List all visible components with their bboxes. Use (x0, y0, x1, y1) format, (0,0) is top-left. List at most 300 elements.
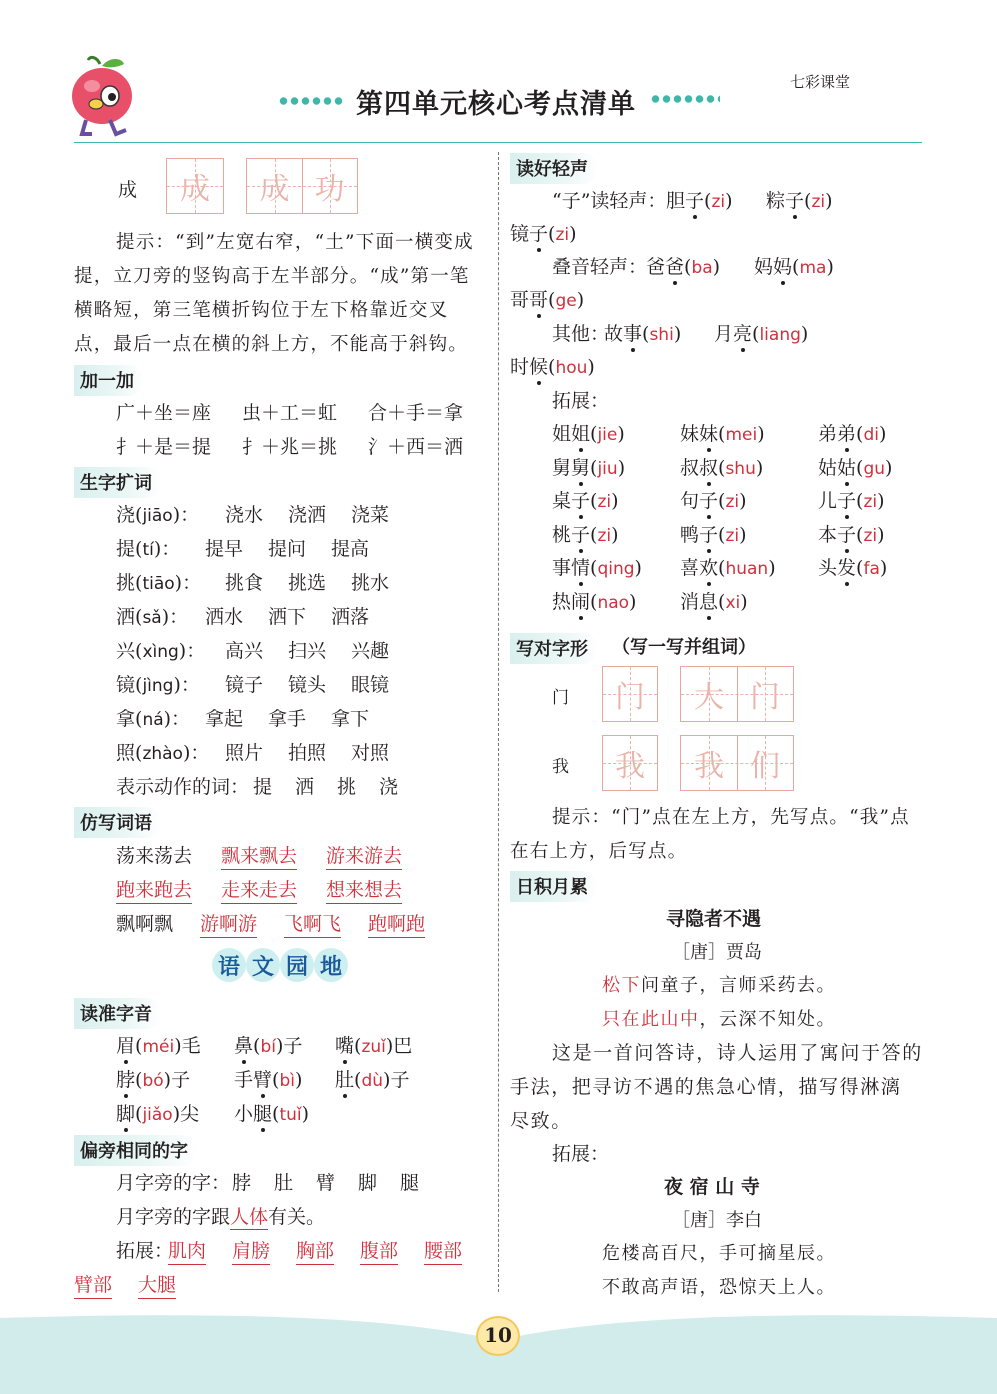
light-char-dotted: 情 (571, 557, 591, 579)
light-char-dotted: 子 (571, 523, 591, 546)
expand-row (116, 602, 188, 629)
light-pinyin: zi (597, 525, 612, 546)
expand-word: 洒下 (268, 606, 307, 628)
expand-pinyin: tí (142, 540, 154, 560)
light-paren: ) (634, 557, 642, 579)
expand-paren: ( (135, 674, 143, 696)
light-paren: ) (576, 289, 585, 311)
read-paren: ( (272, 1069, 280, 1091)
light-word (818, 419, 886, 446)
poem2-title: 夜 宿 山 寺 (664, 1176, 760, 1198)
poem2-line2: 不敢高声语，恐惊天上人。 (602, 1277, 836, 1298)
expand-word: 拿手 (268, 708, 307, 730)
expand-pinyin: xìng (142, 642, 179, 662)
form-char-wo: 我 (552, 757, 569, 777)
light-pinyin: jiu (597, 458, 618, 479)
light-char: 热 (552, 590, 572, 613)
light-paren: ) (800, 323, 809, 345)
light-paren: ) (740, 590, 748, 613)
light-char: 桃 (552, 523, 572, 546)
expand-word: 浇水 (225, 504, 264, 526)
light-word (666, 186, 733, 213)
title-dots-right (650, 94, 720, 104)
read-paren: ) (383, 1069, 391, 1091)
light-word (510, 352, 595, 379)
light-paren: ) (768, 557, 776, 579)
expand-paren: )： (161, 606, 189, 628)
light-paren: ) (587, 356, 595, 378)
write-box-single: 成 (166, 158, 224, 214)
expand-char: 挑 (116, 572, 136, 594)
light-pinyin: ma (799, 258, 827, 278)
light-word (754, 252, 834, 279)
light-char-dotted: 息 (699, 590, 719, 613)
light-paren: ) (629, 590, 637, 613)
read-pinyin: zuǐ (361, 1037, 386, 1057)
light-paren: ) (673, 323, 682, 345)
light-paren: ( (590, 490, 598, 512)
light-word (552, 587, 636, 614)
read-char: 眉 (116, 1035, 136, 1057)
expand-char: 镜 (116, 674, 136, 696)
accum-ext-label: 拓展： (552, 1143, 610, 1165)
expand-word: 眼镜 (351, 674, 390, 696)
light-char: 叔 (680, 456, 700, 479)
light-char-dotted: 子 (785, 190, 805, 212)
light-char-dotted: 哥 (529, 289, 549, 311)
light-word (766, 186, 833, 213)
read-paren: ( (272, 1103, 280, 1125)
page-title: 第四单元核心考点清单 (356, 89, 636, 120)
light-paren: ( (752, 323, 760, 345)
read-paren: ( (354, 1069, 362, 1091)
expand-char: 照 (116, 742, 136, 764)
expand-paren: )： (153, 538, 181, 560)
expand-word: 拿起 (205, 708, 244, 730)
expand-pinyin: ná (142, 710, 164, 730)
expand-paren: )： (172, 504, 200, 526)
light-pinyin: zi (725, 525, 740, 546)
light-char-dotted: 妹 (699, 423, 719, 445)
light-word (680, 419, 765, 446)
read-pinyin: bì (279, 1071, 295, 1091)
light-paren: ( (804, 190, 812, 212)
light-char-dotted: 爸 (665, 256, 685, 278)
read-pinyin: bó (142, 1071, 164, 1091)
light-char: 鸭 (680, 523, 700, 546)
read-item (116, 1099, 199, 1126)
expand-word: 提高 (331, 538, 370, 560)
light-paren: ) (739, 523, 747, 546)
light-pinyin: zi (725, 492, 740, 512)
light-paren: ( (718, 523, 726, 546)
section-imitate: 仿写词语 (74, 807, 162, 838)
read-paren: ) (172, 1103, 181, 1125)
light-paren: ( (590, 523, 598, 546)
form-box-men-double: 大 门 (680, 666, 794, 722)
light-char: 儿 (818, 490, 838, 512)
light-pinyin: zi (711, 192, 726, 212)
light-char: 胆 (666, 190, 686, 212)
write-char: 成 (118, 179, 138, 201)
section-radical: 偏旁相同的字 (74, 1135, 198, 1166)
expand-pinyin: sǎ (142, 608, 162, 628)
read-char: 脚 (116, 1103, 136, 1125)
read-paren: ) (163, 1069, 172, 1091)
expand-word: 挑食 (225, 572, 264, 594)
read-item (234, 1065, 302, 1092)
light-pinyin: ba (691, 258, 713, 278)
light-char-dotted: 子 (699, 523, 719, 546)
light-pinyin: shi (649, 325, 674, 345)
light-ext-label: 拓展： (552, 390, 610, 412)
light-char: 舅 (552, 456, 572, 479)
light-paren: ) (825, 190, 833, 212)
light-word (680, 587, 748, 614)
expand-word: 洒落 (331, 606, 370, 628)
poem1-title: 寻隐者不遇 (666, 908, 762, 930)
light-char-dotted: 子 (837, 523, 857, 546)
expand-word: 拿下 (331, 708, 370, 730)
brand-label: 七彩课堂 (790, 73, 851, 91)
expand-paren: ( (135, 572, 143, 594)
light-word (818, 553, 887, 580)
light-pinyin: qing (597, 559, 635, 579)
light-paren: ) (617, 423, 625, 445)
read-item (335, 1065, 409, 1092)
light-pinyin: shu (725, 458, 756, 479)
light-paren: ( (856, 456, 864, 479)
light-pinyin: liang (759, 325, 801, 345)
light-word (818, 520, 885, 547)
read-item (116, 1031, 201, 1058)
light-char-dotted: 子 (571, 490, 591, 512)
light-pinyin: zi (555, 225, 570, 245)
light-char-dotted: 事 (623, 323, 643, 345)
light-paren: ) (755, 456, 764, 479)
expand-paren: ( (135, 504, 143, 526)
light-word (510, 285, 584, 312)
poem2-line1: 危楼高百尺，手可摘星辰。 (602, 1243, 836, 1264)
expand-paren: ( (135, 742, 143, 764)
garden-banner: 语 文 园 地 (212, 946, 348, 982)
expand-paren: ( (135, 606, 143, 628)
read-item (335, 1031, 412, 1058)
read-paren: ) (385, 1035, 394, 1057)
light-char-dotted: 子 (837, 490, 857, 512)
read-pinyin: bí (260, 1037, 276, 1057)
light-paren: ( (590, 590, 598, 613)
light-char: 头 (818, 557, 838, 579)
expand-word: 挑选 (288, 572, 327, 594)
read-pinyin: tuǐ (279, 1105, 302, 1125)
light-pinyin: zi (863, 492, 878, 512)
light-char-dotted: 亮 (733, 323, 753, 345)
read-pinyin: dù (361, 1071, 384, 1091)
expand-word: 挑水 (351, 572, 390, 594)
expand-word: 高兴 (225, 640, 264, 662)
read-paren: ( (135, 1035, 143, 1057)
page-number: 10 (484, 1323, 512, 1347)
light-word (510, 219, 577, 246)
light-pinyin: huan (725, 559, 769, 579)
light-paren: ( (856, 423, 864, 445)
light-paren: ( (548, 289, 556, 311)
read-paren: ( (354, 1035, 362, 1057)
light-paren: ) (877, 523, 885, 546)
column-divider (498, 152, 499, 1292)
light-char-dotted: 子 (529, 223, 549, 245)
expand-pinyin: jìng (142, 676, 174, 696)
light-paren: ( (718, 456, 726, 479)
light-char: 粽 (766, 190, 786, 212)
expand-char: 提 (116, 538, 136, 560)
light-char-dotted: 候 (529, 356, 549, 378)
light-paren: ) (617, 456, 626, 479)
read-suffix: 尖 (180, 1103, 200, 1125)
expand-word: 洒水 (205, 606, 244, 628)
light-paren: ) (826, 256, 834, 278)
light-paren: ) (569, 223, 577, 245)
light-paren: ( (856, 557, 864, 579)
light-paren: ( (718, 557, 726, 579)
light-char: 哥 (510, 289, 530, 311)
light-paren: ( (718, 423, 726, 445)
light-pinyin: mei (725, 425, 758, 445)
section-read: 读准字音 (74, 998, 162, 1029)
expand-word: 提问 (268, 538, 307, 560)
expand-row (116, 738, 209, 765)
expand-char: 浇 (116, 504, 136, 526)
light-label: 其他： (552, 323, 610, 345)
light-char: 事 (552, 557, 572, 579)
light-paren: ) (712, 256, 721, 278)
light-word (818, 453, 892, 480)
light-paren: ) (879, 557, 888, 579)
light-word (680, 486, 747, 513)
light-char: 故 (604, 323, 624, 345)
light-word (552, 486, 619, 513)
expand-paren: )： (163, 708, 191, 730)
light-label: 叠音轻声： (552, 256, 648, 278)
read-paren: ( (135, 1103, 143, 1125)
light-char-dotted: 舅 (571, 456, 591, 479)
form-box-wo-single: 我 (602, 735, 658, 791)
light-char-dotted: 姑 (837, 456, 857, 479)
light-paren: ( (548, 223, 556, 245)
section-accum: 日积月累 (510, 871, 598, 902)
light-pinyin: ge (555, 291, 577, 311)
read-pinyin: jiǎo (142, 1105, 173, 1125)
light-word (680, 453, 763, 480)
light-word (680, 520, 747, 547)
read-char: 腿 (253, 1103, 273, 1125)
light-paren: ( (684, 256, 692, 278)
light-paren: ( (792, 256, 800, 278)
light-paren: ) (757, 423, 765, 445)
read-char: 脖 (116, 1069, 136, 1091)
light-word (552, 553, 642, 580)
light-pinyin: zi (597, 492, 612, 512)
write-box-double: 成 功 (246, 158, 358, 214)
poem2-author: ［唐］李白 (672, 1210, 762, 1231)
light-pinyin: nao (597, 592, 630, 613)
light-char: 时 (510, 356, 530, 378)
light-paren: ( (590, 423, 598, 445)
light-char: 爸 (646, 256, 666, 278)
expand-word: 提早 (205, 538, 244, 560)
poem1-line2: 只在此山中，云深不知处。 (602, 1009, 836, 1030)
light-word (714, 319, 808, 346)
light-word (604, 319, 681, 346)
expand-word: 照片 (225, 742, 264, 764)
light-char: 姐 (552, 423, 572, 445)
light-pinyin: zi (863, 525, 878, 546)
read-paren: ) (275, 1035, 284, 1057)
read-char: 小 (234, 1103, 254, 1125)
light-char-dotted: 妈 (773, 256, 793, 278)
read-char: 手 (234, 1069, 254, 1091)
expand-row (116, 670, 200, 697)
light-char: 姑 (818, 456, 838, 479)
light-paren: ( (856, 523, 864, 546)
light-char: 本 (818, 523, 838, 546)
light-paren: ( (718, 590, 726, 613)
read-char: 肚 (335, 1069, 355, 1091)
read-suffix: 子 (171, 1069, 191, 1091)
read-paren: ) (294, 1069, 303, 1091)
light-paren: ) (877, 490, 885, 512)
light-char-dotted: 姐 (571, 423, 591, 445)
light-word (552, 520, 619, 547)
light-label: “子”读轻声： (552, 190, 667, 212)
light-char: 镜 (510, 223, 530, 245)
light-paren: ) (611, 523, 619, 546)
read-item (234, 1099, 309, 1126)
expand-paren: ( (135, 640, 143, 662)
poem1-line1: 松下问童子，言师采药去。 (602, 975, 836, 996)
light-paren: ) (725, 190, 733, 212)
light-paren: ( (856, 490, 864, 512)
section-expand: 生字扩词 (74, 467, 162, 498)
expand-pinyin: zhào (142, 744, 183, 764)
expand-char: 拿 (116, 708, 136, 730)
light-char-dotted: 欢 (699, 557, 719, 579)
read-item (234, 1031, 302, 1058)
light-paren: ) (885, 456, 893, 479)
light-char: 句 (680, 490, 700, 512)
light-pinyin: zi (811, 192, 826, 212)
light-paren: ) (878, 423, 887, 445)
light-pinyin: xi (725, 592, 741, 613)
expand-word: 拍照 (288, 742, 327, 764)
light-char: 桌 (552, 490, 572, 512)
section-light: 读好轻声 (510, 153, 598, 184)
read-paren: ) (174, 1035, 182, 1057)
expand-row (116, 568, 201, 595)
apple-mascot-icon (66, 54, 140, 138)
light-pinyin: hou (555, 358, 588, 378)
expand-row (116, 636, 205, 663)
expand-row (116, 704, 190, 731)
expand-word: 兴趣 (351, 640, 390, 662)
light-word (552, 453, 625, 480)
light-char: 妈 (754, 256, 774, 278)
light-pinyin: fa (863, 559, 880, 579)
expand-paren: )： (174, 572, 202, 594)
light-paren: ( (548, 356, 556, 378)
light-char: 妹 (680, 423, 700, 445)
poem1-author: ［唐］贾岛 (672, 942, 762, 963)
light-char: 月 (714, 323, 734, 345)
read-suffix: 巴 (393, 1035, 413, 1057)
expand-pinyin: tiāo (142, 574, 175, 594)
expand-paren: )： (178, 640, 206, 662)
header-rule (74, 142, 922, 143)
form-box-men-single: 门 (602, 666, 658, 722)
light-char: 喜 (680, 557, 700, 579)
expand-word: 镜头 (288, 674, 327, 696)
expand-word: 扫兴 (288, 640, 327, 662)
section-add: 加一加 (74, 365, 144, 396)
read-pinyin: méi (142, 1037, 175, 1057)
form-box-wo-double: 我 们 (680, 735, 794, 791)
form-char-men: 门 (552, 688, 569, 708)
light-word (646, 252, 720, 279)
light-char-dotted: 弟 (837, 423, 857, 445)
title-dots-left (278, 96, 344, 106)
read-suffix: 子 (283, 1035, 303, 1057)
light-paren: ( (718, 490, 726, 512)
expand-paren: ( (135, 708, 143, 730)
light-char-dotted: 发 (837, 557, 857, 579)
expand-word: 浇菜 (351, 504, 390, 526)
expand-char: 兴 (116, 640, 136, 662)
light-char-dotted: 叔 (699, 456, 719, 479)
expand-word: 镜子 (225, 674, 264, 696)
expand-paren: )： (173, 674, 200, 696)
expand-word: 对照 (351, 742, 390, 764)
light-pinyin: di (863, 425, 879, 445)
light-paren: ( (642, 323, 650, 345)
expand-pinyin: jiāo (142, 506, 173, 526)
light-paren: ( (590, 456, 598, 479)
light-char: 弟 (818, 423, 838, 445)
expand-row (116, 500, 199, 527)
expand-row (116, 534, 180, 561)
expand-char: 洒 (116, 606, 136, 628)
expand-paren: ( (135, 538, 143, 560)
light-paren: ( (590, 557, 598, 579)
light-char-dotted: 子 (685, 190, 705, 212)
read-paren: ) (301, 1103, 310, 1125)
read-paren: ( (135, 1069, 143, 1091)
read-item (116, 1065, 190, 1092)
read-paren: ( (253, 1035, 261, 1057)
light-word (552, 419, 625, 446)
expand-word: 浇洒 (288, 504, 327, 526)
read-suffix: 子 (390, 1069, 410, 1091)
expand-paren: )： (182, 742, 210, 764)
light-pinyin: gu (863, 458, 886, 479)
light-char-dotted: 闹 (571, 590, 591, 613)
read-char: 鼻 (234, 1035, 254, 1057)
light-char-dotted: 子 (699, 490, 719, 512)
light-char: 消 (680, 590, 700, 613)
radical-line-2: 月字旁的字跟人体有关。 (116, 1206, 326, 1228)
read-char: 嘴 (335, 1035, 355, 1057)
light-word (818, 486, 885, 513)
